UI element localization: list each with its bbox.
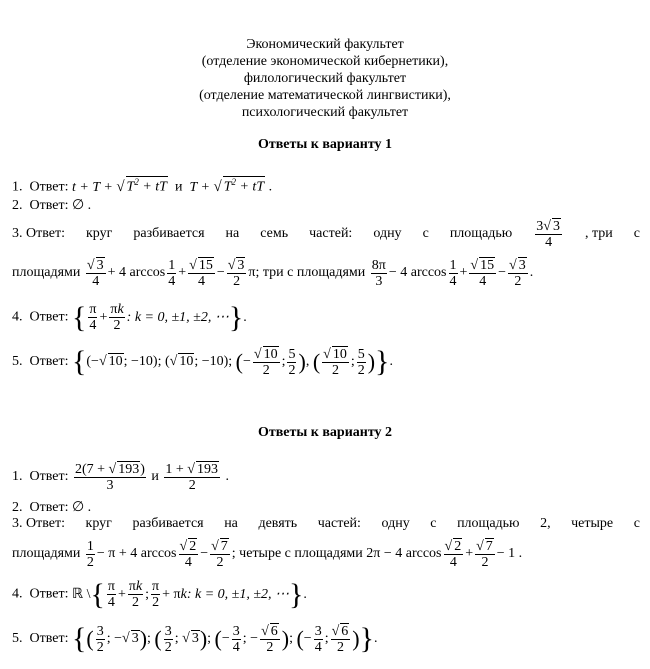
word: с (430, 516, 437, 531)
variant2-title: Ответы к варианту 2 (257, 425, 393, 440)
word: частей: (317, 516, 361, 531)
formula: $\frac{1}{2}$ − π + 4 arccos $\frac{√ 2}{4}$ − $\frac{√ 7}{2}$ (86, 538, 228, 570)
word: одну (381, 516, 410, 531)
answer-number: 1. (12, 469, 23, 485)
v1-answer-5 (12, 346, 393, 378)
word: семь (260, 226, 289, 241)
answer-number: 2. (12, 500, 23, 515)
word: с (422, 226, 429, 241)
answer-number: 4. (12, 586, 23, 602)
v2-answer-4 (12, 579, 307, 610)
answer-number: 3. Ответ: (12, 226, 65, 241)
formula: $\frac{1 + √ 193}{2}$ . (165, 462, 229, 493)
header-line: (отделение математической лингвистики), (199, 88, 451, 103)
word: круг (86, 226, 113, 241)
answer-label: Ответ: (29, 469, 69, 485)
variant1-title: Ответы к варианту 1 (257, 137, 393, 152)
areas-label: площадями (12, 265, 81, 281)
word: девять (258, 516, 298, 531)
answer-number: 4. (12, 309, 23, 325)
word: разбивается (132, 516, 204, 531)
answer-label: Ответ: (29, 179, 69, 195)
formula: { $\frac{\pi}{4}$ + $\frac{\pi k}{2}$ : k = 0, ±1, ±2, ⋯}. (71, 300, 247, 334)
faculty-header (0, 36, 650, 121)
answer-number: 1. (12, 179, 23, 195)
conjunction: и (174, 179, 183, 195)
word: на (225, 226, 240, 241)
answer-value: ∅ . (71, 500, 92, 515)
word: на (224, 516, 238, 531)
formula: $\frac{2(7 + √ 193)}{3}$ (74, 462, 145, 493)
header-line: (отделение экономической кибернетики), (201, 54, 449, 69)
v2-answer-3-cont (12, 538, 522, 570)
v1-answer-1: 1. Ответ: t + T + √ $T^2$ + tT и T + √ $T^2$ + tT . (12, 177, 273, 195)
word: площадью (449, 226, 513, 241)
word: с (633, 516, 640, 531)
v2-answer-5 (12, 623, 378, 655)
answer-value: ∅ . (71, 198, 92, 213)
formula: $\frac{8\pi}{3}$ − 4 arccos $\frac{1}{4}$ + $\frac{√ 15}{4}$ − $\frac{√ 3}{2}$ . (371, 257, 534, 289)
answer-label: Ответ: (29, 631, 69, 647)
v1-answer-3-cont (12, 257, 533, 289)
word: одну (373, 226, 402, 241)
v2-answer-1 (12, 461, 229, 493)
v2-answer-2 (12, 499, 91, 516)
formula: $\frac{√ 3}{4}$ + 4 arccos $\frac{1}{4}$ + $\frac{√ 15}{4}$ − $\frac{√ 3}{2}$ π (86, 257, 256, 289)
text: ; четыре с площадями (231, 546, 363, 562)
formula: ℝ \{ $\frac{\pi}{4}$ + $\frac{\pi k}{2}$ ; $\frac{\pi}{2}$ + πk: k = 0, ±1, ±2, ⋯}. (71, 577, 307, 611)
v2-answer-3 (12, 516, 640, 532)
answer-label: Ответ: (29, 198, 69, 213)
word: 2, (540, 516, 551, 531)
answer-label: Ответ: (29, 500, 69, 515)
answer-number: 5. (12, 631, 23, 647)
v1-answer-4 (12, 302, 247, 333)
answer-label: Ответ: (29, 586, 69, 602)
answer-number: 2. (12, 198, 23, 213)
areas-label: площадями (12, 546, 81, 562)
header-line: психологический факультет (241, 105, 409, 120)
answer-label: Ответ: (29, 354, 69, 370)
word: , три (584, 226, 613, 241)
word: с (633, 226, 640, 241)
word: разбивается (133, 226, 205, 241)
formula: T + √ $T^2$ + tT (189, 177, 265, 195)
formula: $\frac{3√ 3}{4}$ (536, 219, 560, 250)
text: ; три с площадями (255, 265, 366, 281)
conjunction: и (151, 469, 159, 485)
answer-number: 5. (12, 354, 23, 370)
answer-number: 3. Ответ: (12, 516, 65, 531)
v1-answer-2 (12, 197, 91, 214)
answer-label: Ответ: (29, 309, 69, 325)
word: четыре (571, 516, 614, 531)
word: площадью (457, 516, 520, 531)
formula: {( $\frac{3}{2}$ ; −√ 3); ( $\frac{3}{2}$ ; √ 3); (− $\frac{3}{4}$ ; − $\frac{√ 6}{2}$ ); (− $\frac{3}{4}$ ; $\frac{√ 6}{2}$ )}. (71, 622, 378, 655)
header-line: Экономический факультет (246, 37, 404, 52)
word: частей: (309, 226, 353, 241)
header-line: филологический факультет (243, 71, 407, 86)
formula: 2π − 4 arccos $\frac{√ 2}{4}$ + $\frac{√ 7}{2}$ − 1 . (366, 539, 523, 570)
formula: {(−√ 10; −10); (√ 10; −10); (− $\frac{√ 10}{2}$ ; $\frac{5}{2}$ ), ( $\frac{√ 10}{2}$ ; $\frac{5}{2}$ )}. (71, 345, 393, 378)
word: круг (85, 516, 112, 531)
v1-answer-3 (12, 218, 640, 250)
formula: t + T + √ $T^2$ + tT (71, 177, 167, 195)
